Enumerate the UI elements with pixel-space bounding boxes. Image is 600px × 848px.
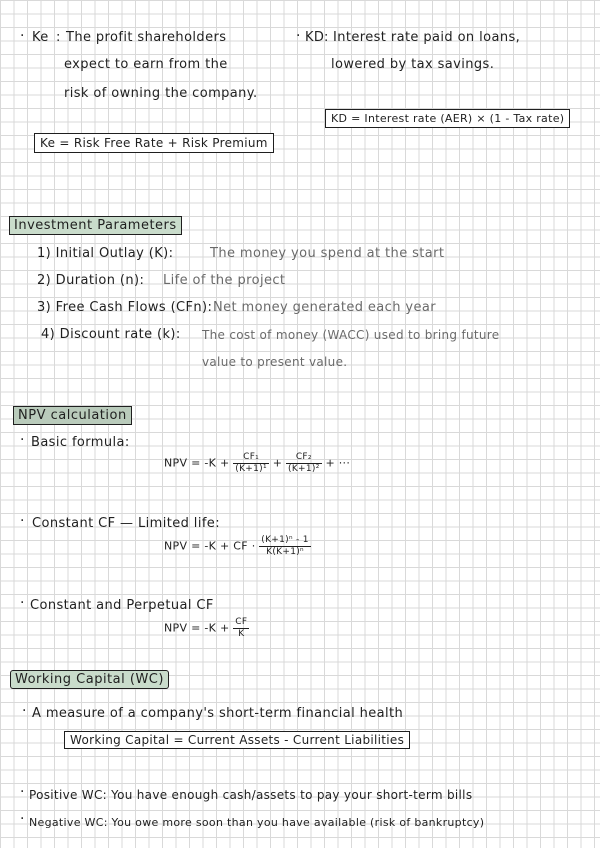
wc-formula-box: Working Capital = Current Assets - Current Liabilities [64, 731, 410, 749]
investment-desc-4-continued: value to present value. [202, 355, 348, 369]
npv-basic-fraction-2 [286, 452, 322, 475]
npv-basic-fraction-1-numerator: CF₁ [233, 452, 269, 464]
npv-limited-formula [164, 535, 311, 558]
investment-parameters-heading: Investment Parameters [9, 216, 182, 235]
npv-perpetual-denominator: K [238, 629, 245, 639]
npv-limited-numerator: (K+1)ⁿ - 1 [261, 535, 309, 545]
basic-formula-label: Basic formula: [31, 435, 130, 450]
investment-desc-3: Net money generated each year [213, 300, 436, 315]
npv-basic-tail: + ··· [325, 456, 351, 470]
kd-definition-line-1: Interest rate paid on loans, [333, 30, 521, 45]
negative-wc: Negative WC: You owe more soon than you have available (risk of bankruptcy) [29, 816, 485, 829]
ke-formula-box: Ke = Risk Free Rate + Risk Premium [34, 133, 274, 153]
ke-colon: : [56, 30, 61, 45]
npv-basic-fraction-2-denominator: (K+1)² [288, 464, 320, 474]
limited-life-label: Constant CF — Limited life: [32, 516, 220, 531]
investment-desc-1: The money you spend at the start [210, 246, 445, 261]
bullet-ke: · [20, 28, 25, 44]
bullet-kd: · [296, 28, 301, 44]
npv-basic-plus: + [272, 456, 283, 470]
working-capital-heading: Working Capital (WC) [10, 670, 169, 689]
bullet-positive-wc: · [20, 784, 25, 800]
npv-basic-fraction-2-numerator: CF₂ [286, 452, 322, 464]
positive-wc: Positive WC: You have enough cash/assets to pay your short-term bills [29, 788, 473, 802]
npv-basic-lhs: NPV = -K + [164, 456, 230, 470]
kd-label: KD [305, 30, 325, 45]
npv-perpetual-formula [164, 617, 249, 640]
bullet-negative-wc: · [20, 811, 25, 827]
npv-heading: NPV calculation [13, 406, 132, 425]
npv-limited-fraction [259, 535, 310, 558]
investment-desc-4: The cost of money (WACC) used to bring future [202, 328, 500, 342]
investment-term-2: 2) Duration (n): [37, 273, 145, 288]
npv-perpetual-fraction [233, 617, 249, 640]
investment-term-4: 4) Discount rate (k): [41, 327, 181, 342]
ke-label: Ke [32, 30, 49, 45]
npv-limited-lhs: NPV = -K + CF · [164, 539, 256, 553]
npv-basic-fraction-1-denominator: (K+1)¹ [235, 464, 267, 474]
investment-desc-2: Life of the project [163, 273, 286, 288]
wc-definition: A measure of a company's short-term financial health [32, 706, 404, 721]
bullet-basic-formula: · [20, 432, 25, 448]
investment-term-1: 1) Initial Outlay (K): [37, 246, 174, 261]
investment-term-3: 3) Free Cash Flows (CFn): [37, 300, 213, 315]
kd-formula-box: KD = Interest rate (AER) × (1 - Tax rate) [325, 109, 570, 128]
bullet-limited-life: · [20, 513, 25, 529]
perpetual-label: Constant and Perpetual CF [30, 598, 214, 613]
npv-basic-fraction-1 [233, 452, 269, 475]
npv-basic-formula [164, 452, 350, 475]
ke-definition-line-1: The profit shareholders [66, 30, 227, 45]
kd-colon: : [324, 30, 329, 45]
npv-perpetual-lhs: NPV = -K + [164, 621, 230, 635]
npv-perpetual-numerator: CF [235, 617, 248, 627]
bullet-perpetual: · [20, 595, 25, 611]
kd-definition-line-2: lowered by tax savings. [331, 57, 495, 72]
npv-limited-denominator: K(K+1)ⁿ [266, 547, 304, 557]
ke-definition-line-2: expect to earn from the [64, 57, 228, 72]
bullet-wc-definition: · [22, 703, 27, 719]
ke-definition-line-3: risk of owning the company. [64, 86, 258, 101]
